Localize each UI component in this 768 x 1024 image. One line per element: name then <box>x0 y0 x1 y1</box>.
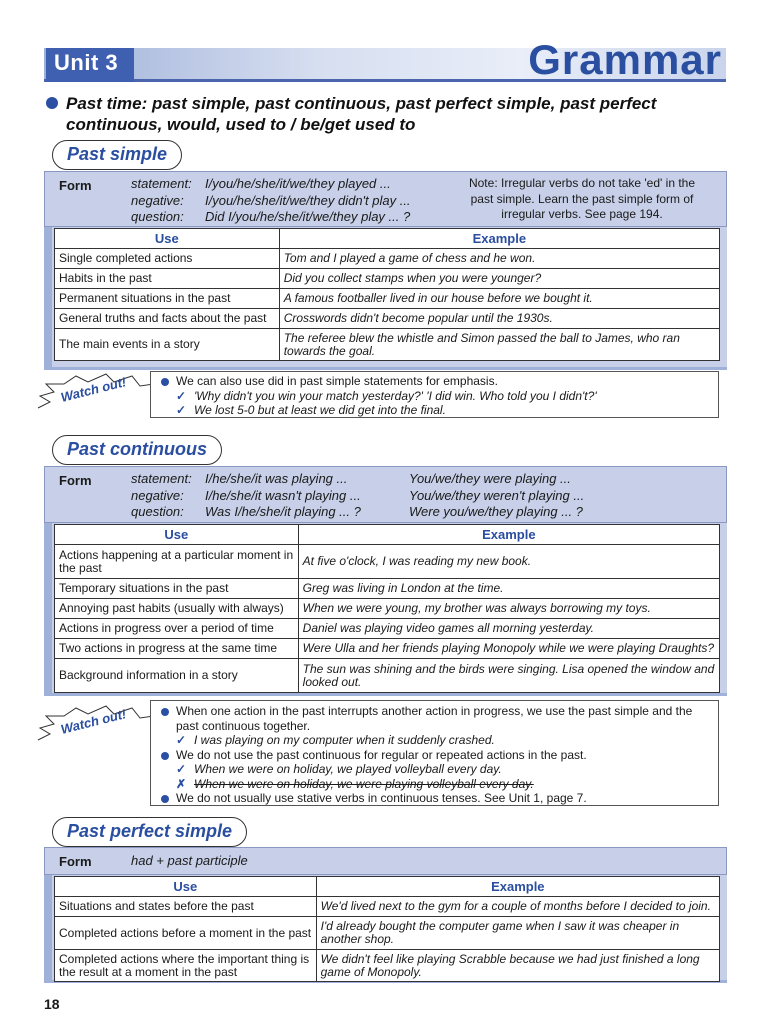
watch-example-text: I was playing on my computer when it suddenly crashed. <box>194 733 495 747</box>
use-cell: Single completed actions <box>55 249 280 269</box>
watch-example-text: We lost 5-0 but at least we did get into the final. <box>194 403 446 417</box>
table-row <box>55 289 720 309</box>
form-box-past-continuous <box>44 466 727 523</box>
use-cell: Completed actions where the important thing is the result at a moment in the past <box>55 950 317 982</box>
column-header-example: Example <box>279 229 719 249</box>
watch-out-badge <box>36 372 156 416</box>
tick-icon: ✓ <box>176 403 187 417</box>
watch-example <box>158 389 714 404</box>
table-row <box>55 545 720 579</box>
form-row <box>131 176 411 193</box>
form-row <box>131 488 584 505</box>
past-perfect-table <box>54 876 720 982</box>
form-value: I/he/she/it was playing ... <box>205 471 348 486</box>
watch-out-label: Watch out! <box>59 706 128 737</box>
form-key: question: <box>131 209 184 224</box>
watch-bullet: We do not usually use stative verbs in continuous tenses. See Unit 1, page 7. <box>158 791 714 806</box>
table-header-row <box>55 229 720 249</box>
form-box-past-simple <box>44 171 727 227</box>
watch-out-label: Watch out! <box>59 374 128 405</box>
example-cell: Did you collect stamps when you were younger? <box>279 269 719 289</box>
table-row <box>55 917 720 950</box>
use-cell: Habits in the past <box>55 269 280 289</box>
watch-example-text: When we were on holiday, we played volleyball every day. <box>194 762 502 776</box>
form-lines <box>131 176 411 226</box>
form-key: negative: <box>131 487 184 503</box>
table-row <box>55 950 720 982</box>
page-header <box>44 36 726 86</box>
form-value-plural: You/we/they weren't playing ... <box>409 487 585 503</box>
table-row <box>55 639 720 659</box>
use-cell: Completed actions before a moment in the past <box>55 917 317 950</box>
form-lines <box>131 471 584 521</box>
form-box-past-perfect <box>44 847 727 875</box>
column-header-example: Example <box>316 877 719 897</box>
use-cell: Actions happening at a particular moment in the past <box>55 545 299 579</box>
form-row <box>131 209 411 226</box>
table-row <box>55 897 720 917</box>
example-cell: We didn't feel like playing Scrabble because we had just finished a long game of Monopoly. <box>316 950 719 982</box>
table-row <box>55 309 720 329</box>
form-value: I/he/she/it wasn't playing ... <box>205 487 361 503</box>
form-value: I/you/he/she/it/we/they played ... <box>205 176 391 191</box>
example-cell: Crosswords didn't become popular until the 1930s. <box>279 309 719 329</box>
example-cell: Greg was living in London at the time. <box>298 579 719 599</box>
cross-icon: ✗ <box>176 776 187 791</box>
use-cell: Situations and states before the past <box>55 897 317 917</box>
example-cell: Tom and I played a game of chess and he won. <box>279 249 719 269</box>
form-key: statement: <box>131 176 192 191</box>
form-key: question: <box>131 504 184 519</box>
example-cell: A famous footballer lived in our house before we bought it. <box>279 289 719 309</box>
use-cell: Background information in a story <box>55 659 299 693</box>
section-title-past-continuous: Past continuous <box>52 435 222 465</box>
watch-bullet: When one action in the past interrupts another action in progress, we use the past simple and the past continuous together. <box>158 704 714 733</box>
section-title-past-perfect: Past perfect simple <box>52 817 247 847</box>
watch-out-badge <box>36 704 156 748</box>
past-simple-table <box>54 228 720 361</box>
example-cell: Daniel was playing video games all morning yesterday. <box>298 619 719 639</box>
past-continuous-table <box>54 524 720 693</box>
column-header-use: Use <box>55 877 317 897</box>
use-cell: Permanent situations in the past <box>55 289 280 309</box>
table-header-row <box>55 525 720 545</box>
page-title: Grammar <box>528 36 722 83</box>
form-label: Form <box>59 473 92 488</box>
use-cell: Two actions in progress at the same time <box>55 639 299 659</box>
watch-example <box>158 403 714 418</box>
use-cell: Annoying past habits (usually with always) <box>55 599 299 619</box>
use-cell: General truths and facts about the past <box>55 309 280 329</box>
watch-example <box>158 762 714 777</box>
use-cell: The main events in a story <box>55 329 280 361</box>
form-row <box>131 193 411 210</box>
form-value-plural: You/we/they were playing ... <box>409 471 571 486</box>
watch-bullet: We can also use did in past simple statements for emphasis. <box>158 374 714 389</box>
section-title-past-simple: Past simple <box>52 140 182 170</box>
watch-out-notes <box>158 704 714 806</box>
unit-label: Unit 3 <box>54 50 119 75</box>
use-cell: Temporary situations in the past <box>55 579 299 599</box>
watch-example <box>158 733 714 748</box>
form-value: had + past participle <box>131 853 248 868</box>
form-label: Form <box>59 178 92 193</box>
example-cell: When we were young, my brother was always borrowing my toys. <box>298 599 719 619</box>
topic-line <box>66 93 736 135</box>
table-row <box>55 619 720 639</box>
topic-text: Past time: past simple, past continuous, past perfect simple, past perfect continuous, would, used to / be/get used to <box>66 94 657 134</box>
example-cell: At five o'clock, I was reading my new book. <box>298 545 719 579</box>
tick-icon: ✓ <box>176 762 187 776</box>
column-header-use: Use <box>55 229 280 249</box>
watch-example-text-incorrect: When we were on holiday, we were playing volleyball every day. <box>194 776 534 791</box>
form-key: negative: <box>131 192 184 208</box>
irregular-verbs-note: Note: Irregular verbs do not take 'ed' in the past simple. Learn the past simple form of irregular verbs. See page 194. <box>468 176 696 221</box>
column-header-use: Use <box>55 525 299 545</box>
table-row <box>55 249 720 269</box>
table-row <box>55 599 720 619</box>
tick-icon: ✓ <box>176 388 187 403</box>
watch-example <box>158 777 714 792</box>
form-value: Was I/he/she/it playing ... ? <box>205 504 361 519</box>
example-cell: The sun was shining and the birds were singing. Lisa opened the window and looked out. <box>298 659 719 693</box>
form-lines <box>131 853 248 870</box>
table-row <box>55 329 720 361</box>
form-row <box>131 471 584 488</box>
table-row <box>55 579 720 599</box>
table-header-row <box>55 877 720 897</box>
example-cell: I'd already bought the computer game when I saw it was cheaper in another shop. <box>316 917 719 950</box>
page-number: 18 <box>44 996 60 1012</box>
bullet-icon <box>46 97 58 109</box>
example-cell: Were Ulla and her friends playing Monopoly while we were playing Draughts? <box>298 639 719 659</box>
example-cell: The referee blew the whistle and Simon passed the ball to James, who ran towards the goal. <box>279 329 719 361</box>
table-row <box>55 269 720 289</box>
use-cell: Actions in progress over a period of time <box>55 619 299 639</box>
watch-example-text: 'Why didn't you win your match yesterday?' 'I did win. Who told you I didn't?' <box>194 388 597 403</box>
form-value: Did I/you/he/she/it/we/they play ... ? <box>205 209 411 224</box>
watch-out-notes <box>158 374 714 418</box>
form-row <box>131 504 584 521</box>
form-value: I/you/he/she/it/we/they didn't play ... <box>205 192 411 208</box>
form-value-plural: Were you/we/they playing ... ? <box>409 504 583 519</box>
tick-icon: ✓ <box>176 733 187 747</box>
table-row <box>55 659 720 693</box>
watch-bullet: We do not use the past continuous for regular or repeated actions in the past. <box>158 748 714 763</box>
form-label: Form <box>59 854 92 869</box>
column-header-example: Example <box>298 525 719 545</box>
example-cell: We'd lived next to the gym for a couple of months before I decided to join. <box>316 897 719 917</box>
form-key: statement: <box>131 471 192 486</box>
